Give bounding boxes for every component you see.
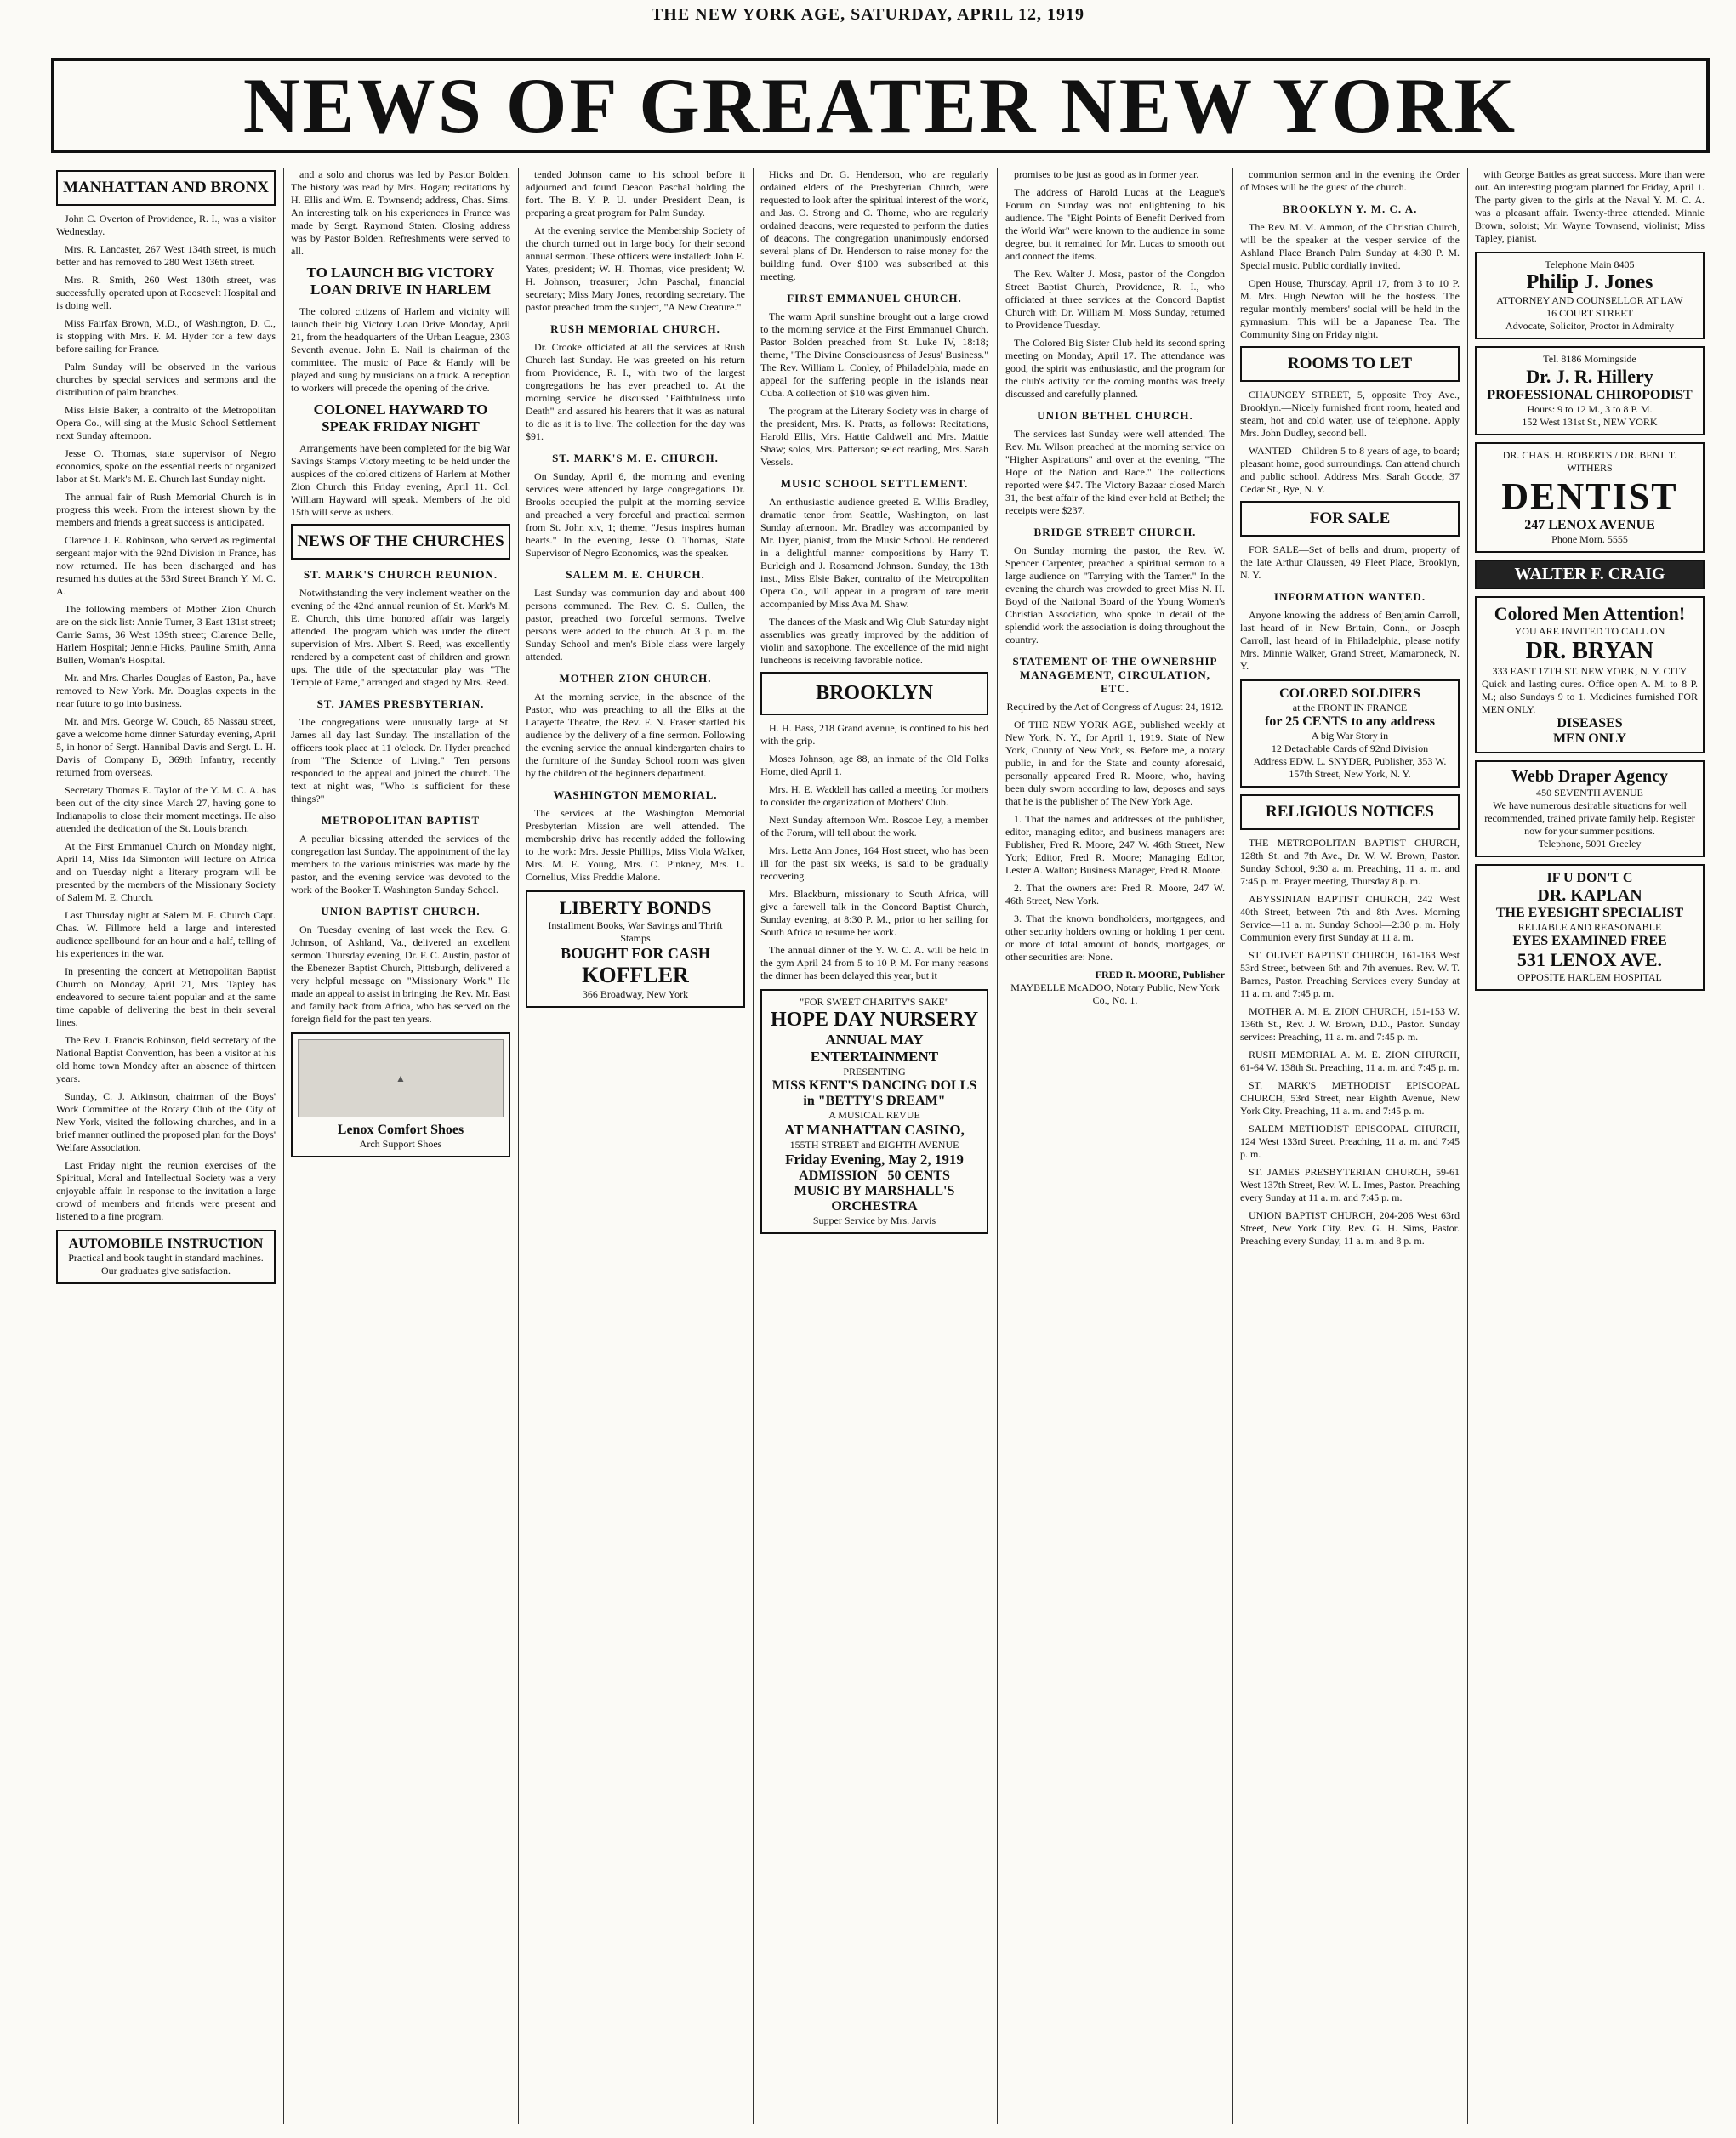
bryan-diseases: DISEASES <box>1557 716 1623 731</box>
bryan-men: MEN ONLY <box>1552 731 1627 746</box>
column-rule <box>518 168 519 2124</box>
webb-ad <box>1475 760 1705 857</box>
soldiers-title: COLORED SOLDIERS <box>1279 686 1420 701</box>
paragraph: The Rev. J. Francis Robinson, field secretary of the National Baptist Convention, has been a visitor at his old home town Monday after an absence of thirteen years. <box>56 1034 276 1084</box>
shoes-ad-title: Lenox Comfort Shoes <box>337 1123 464 1137</box>
paragraph: The services at the Washington Memorial Presbyterian Mission are well attended. The membership drive has recently added the following to the work: Mrs. Jessie Phillips, Miss Viola Walker, Mrs. M. E. Young, Mrs. C. Pinkney, Mrs. L. Cornelius, Miss Freddie Malone. <box>526 807 745 883</box>
column-2 <box>286 168 515 2124</box>
hope-ad-revue: A MUSICAL REVUE <box>828 1109 920 1121</box>
paragraph: Sunday, C. J. Atkinson, chairman of the Boys' Work Committee of the Rotary Club of the City of New York, visited the following churches, and in a brief manner outlined the proposed plan for the Boys' Welfare Association. <box>56 1090 276 1153</box>
hillery-ad <box>1475 346 1705 435</box>
col2-top <box>291 168 510 258</box>
hillery-hours: Hours: 9 to 12 M., 3 to 8 P. M. <box>1527 403 1653 415</box>
shoes-ad-sub: Arch Support Shoes <box>359 1138 442 1150</box>
hope-ad-street: 155TH STREET and EIGHTH AVENUE <box>789 1139 959 1151</box>
column-rule <box>1232 168 1233 2124</box>
kaplan-eyes: EYES EXAMINED FREE <box>1512 934 1667 948</box>
paragraph: H. H. Bass, 218 Grand avenue, is confined to his bed with the grip. <box>760 722 988 747</box>
col4-emmanuel <box>760 310 988 469</box>
automobile-ad <box>56 1230 276 1284</box>
kaplan-opp: OPPOSITE HARLEM HOSPITAL <box>1517 971 1662 983</box>
paragraph: The congregations were unusually large at St. James all day last Sunday. The installation of the officers took place at 11 o'clock. Dr. Hyder preached from "The Science of Living." Ten persons responded to the appeal and joined the church. The text at night was, "Who is sufficient for these things?" <box>291 716 510 805</box>
column-rule <box>283 168 284 2124</box>
bryan-invite: YOU ARE INVITED TO CALL ON <box>1514 625 1665 637</box>
paragraph: Mrs. Letta Ann Jones, 164 Host street, who has been ill for the past six weeks, is said to be gradually recovering. <box>760 844 988 882</box>
masthead <box>51 58 1710 153</box>
jones-sub: Advocate, Solicitor, Proctor in Admiralty <box>1505 320 1675 332</box>
webb-name: Webb Draper Agency <box>1511 767 1669 786</box>
shoes-ad <box>291 1032 510 1157</box>
hope-ad-title2: ANNUAL MAY ENTERTAINMENT <box>810 1032 939 1065</box>
dentist-phone: Phone Morn. 5555 <box>1551 533 1628 545</box>
col3-top <box>526 168 745 314</box>
headline-salem: SALEM M. E. CHURCH. <box>566 568 705 581</box>
paragraph: Next Sunday afternoon Wm. Roscoe Ley, a member of the Forum, will tell about the work. <box>760 814 988 839</box>
webb-phone: Telephone, 5091 Greeley <box>1538 838 1642 850</box>
column-rule <box>1467 168 1468 2124</box>
col2-hayward <box>291 442 510 519</box>
paragraph: Anyone knowing the address of Benjamin Carroll, last heard of in New Britain, Conn., or Joseph Carroll, last heard of in Philadelphia, please notify Mrs. Minnie Walker, Grand Street, Mamaroneck, N. Y. <box>1240 609 1460 672</box>
hope-ad-presenting: PRESENTING <box>843 1066 906 1078</box>
col2-union <box>291 924 510 1026</box>
paragraph: Palm Sunday will be observed in the various churches by special services and sermons and the distribution of palm branches. <box>56 361 276 398</box>
col2-loan <box>291 305 510 395</box>
dentist-ad <box>1475 442 1705 553</box>
statement-sub: Required by the Act of Congress of August 24, 1912. <box>1006 701 1224 713</box>
section-rooms-to-let: ROOMS TO LET <box>1240 346 1460 382</box>
paragraph: Jesse O. Thomas, state supervisor of Negro economics, spoke on the essential needs of organized labor at St. Mark's M. E. Church last Sunday night. <box>56 447 276 485</box>
col5-bridge <box>1005 544 1225 646</box>
paragraph: communion sermon and in the evening the Order of Moses will be the guest of the church. <box>1240 168 1460 193</box>
headline-union-baptist: UNION BAPTIST CHURCH. <box>321 905 481 918</box>
paragraph: At the morning service, in the absence of the Pastor, who was preaching to all the Elks at the Lafayette Theatre, the Rev. F. N. Fraser startled his audience by the delivery of a fine sermon. Following the evening service the annual kindergarten chairs to the furniture of the Sunday School room was given by the children of the beginners department. <box>526 691 745 779</box>
bryan-name: DR. BRYAN <box>1525 638 1654 664</box>
masthead-title: NEWS OF GREATER NEW YORK <box>242 62 1518 149</box>
hope-ad-supper: Supper Service by Mrs. Jarvis <box>812 1214 936 1226</box>
liberty-bonds-addr: 366 Broadway, New York <box>582 988 689 1000</box>
bryan-addr: 333 EAST 17TH ST. NEW YORK, N. Y. CITY <box>1492 665 1688 677</box>
jones-ad <box>1475 252 1705 339</box>
headline-statement-ownership: STATEMENT OF THE OWNERSHIP MANAGEMENT, CIRCULATION, ETC. <box>1012 655 1218 695</box>
hillery-title: PROFESSIONAL CHIROPODIST <box>1487 388 1693 402</box>
soldiers-sub: at the FRONT IN FRANCE <box>1292 702 1408 714</box>
shoe-illustration: ▲ <box>298 1039 504 1117</box>
column-6 <box>1235 168 1465 2124</box>
paragraph: and a solo and chorus was led by Pastor Bolden. The history was read by Mrs. Hogan; recitations by H. Ellis and Wm. E. Townsend; address, Chas. Sims. An interesting talk on his experiences in France was made by Sergt. Raymond Staten. Closing address was by Pastor Bolden. Refreshments were served to all. <box>291 168 510 257</box>
headline-rush-memorial: RUSH MEMORIAL CHURCH. <box>550 322 720 335</box>
paragraph: promises to be just as good as in former year. <box>1014 168 1199 180</box>
headline-metropolitan: METROPOLITAN BAPTIST <box>321 814 481 827</box>
paragraph: The Rev. M. M. Ammon, of the Christian Church, will be the speaker at the vesper service of the Ashland Place Branch Palm Sunday at 4:30 P. M. Special music. Public cordially invited. <box>1240 221 1460 271</box>
paragraph: The colored citizens of Harlem and vicinity will launch their big Victory Loan Drive Monday, April 21, from the headquarters of the Urban League, 2303 Seventh avenue. John E. Nail is chairman of the committee. The music of Pace & Handy will be played and sung by musicians on a truck. A reception to workers will precede the opening of the drive. <box>291 305 510 394</box>
hillery-addr: 152 West 131st St., NEW YORK <box>1522 416 1658 428</box>
paragraph: The services last Sunday were well attended. The Rev. Mr. Wilson preached at the morning service on "Higher Aspirations" and over at the evening, "The Hope of the Nation and Race." The collections reported were $47. The Victory Bazaar closed March 31, the best affair of the kind ever held at Bethel; the receipts were $237. <box>1005 428 1225 516</box>
paragraph: In presenting the concert at Metropolitan Baptist Church on Monday, April 21, Mrs. Tapley has endeavored to secure talent popular and at the same time capable of delivering the best in their several lines. <box>56 965 276 1028</box>
headline-information-wanted: INFORMATION WANTED. <box>1273 590 1426 603</box>
paragraph: ABYSSINIAN BAPTIST CHURCH, 242 West 40th Street, between 7th and 8th Aves. Morning Service—11 a. m. Sunday School—2:30 p. m. Holy Communion every first Sunday at 11 a. m. <box>1240 893 1460 943</box>
paragraph: The annual dinner of the Y. W. C. A. will be held in the gym April 24 from 5 to 10 P. M. For many reasons the dinner has been delayed this year, but it <box>760 944 988 981</box>
col3-rush <box>526 341 745 443</box>
column-3 <box>521 168 750 2124</box>
headline-st-james: ST. JAMES PRESBYTERIAN. <box>316 697 485 710</box>
headline-first-emmanuel: FIRST EMMANUEL CHURCH. <box>787 292 962 304</box>
paragraph: Dr. Crooke officiated at all the services at Rush Church last Sunday. He was greeted on his return from Providence, R. I., with two of the largest congregations he has ever preached to. At the morning service he discussed "Faithfulness unto Death" and assured his hearers that it was as natural to die as it is to live. The collection for the day was $91. <box>526 341 745 442</box>
section-manhattan-bronx: MANHATTAN AND BRONX <box>56 170 276 206</box>
paragraph: The annual fair of Rush Memorial Church is in progress this week. From the interest shown by the members and friends a great success is anticipated. <box>56 491 276 528</box>
hope-ad-in: in "BETTY'S DREAM" <box>803 1094 946 1108</box>
paragraph: RUSH MEMORIAL A. M. E. ZION CHURCH, 61-64 W. 138th St. Preaching, 11 a. m. and 7:45 p. m. <box>1240 1049 1460 1073</box>
paragraph: SALEM METHODIST EPISCOPAL CHURCH, 124 West 133rd Street. Preaching, 11 a. m. and 7:45 p. m. <box>1240 1123 1460 1160</box>
headline-brooklyn-ymca: BROOKLYN Y. M. C. A. <box>1282 202 1418 215</box>
section-brooklyn: BROOKLYN <box>760 672 988 715</box>
paragraph: ST. JAMES PRESBYTERIAN CHURCH, 59-61 West 137th Street, Rev. W. L. Imes, Pastor. Preaching every Sunday at 11 a. m. and 7:45 p. m. <box>1240 1166 1460 1203</box>
paragraph: Mr. and Mrs. Charles Douglas of Easton, Pa., have removed to New York. Mr. Douglas expects in the near future to go into business. <box>56 672 276 709</box>
kaplan-addr: 531 LENOX AVE. <box>1517 949 1663 970</box>
hope-ad-admission <box>767 1169 982 1184</box>
col5-top <box>1005 168 1225 401</box>
craig-ad <box>1475 560 1705 589</box>
col4-music <box>760 496 988 667</box>
col6-sale <box>1240 543 1460 582</box>
hillery-name: Dr. J. R. Hillery <box>1526 366 1653 387</box>
hope-ad-act: MISS KENT'S DANCING DOLLS <box>771 1078 977 1093</box>
paragraph: 2. That the owners are: Fred R. Moore, 247 W. 46th Street, New York. <box>1005 882 1225 907</box>
section-news-of-churches: NEWS OF THE CHURCHES <box>291 524 510 560</box>
paragraph: The program at the Literary Society was in charge of the president, Mrs. K. Pratts, as follows: Recitations, Harold Ellis, Mrs. Hattie Caldwell and Mrs. Mattie Shaw; solos, Mrs. Patterson; select reading, Mrs. Sarah Vessels. <box>760 405 988 468</box>
paragraph: The Rev. Walter J. Moss, pastor of the Congdon Street Baptist Church, Providence, R. I., who officiated at three services at the Concord Baptist Church with Dr. William M. Moss Sunday, returned to Providence Tuesday. <box>1005 268 1225 331</box>
column-5 <box>1000 168 1230 2124</box>
paragraph: On Tuesday evening of last week the Rev. G. Johnson, of Ashland, Va., delivered an excellent sermon. Thursday evening, Dr. F. C. Austin, pastor of the Ebenezer Baptist Church, Pittsburgh, delivered a very helpful message on "Missionary Work." He made an appeal to assist in bringing the Rev. Mr. East and family back from Africa, who has served on the foreign field for the past ten years. <box>291 924 510 1025</box>
jones-addr: 16 COURT STREET <box>1546 307 1633 319</box>
paragraph: Secretary Thomas E. Taylor of the Y. M. C. A. has been out of the city since March 27, having gone to Indianapolis to close their moment meetings. He also attended the dedication of the St. Louis branch. <box>56 784 276 834</box>
soldiers-story: A big War Story in <box>1311 730 1389 742</box>
col3-zion <box>526 691 745 780</box>
paragraph: The Colored Big Sister Club held its second spring meeting on Monday, April 17. The attendance was good, the spirit was enthusiastic, and the program for the club's activity for the coming months was freely discussed and carefully planned. <box>1005 337 1225 400</box>
kaplan-kicker: IF U DON'T C <box>1546 871 1633 885</box>
hope-ad-kicker: "FOR SWEET CHARITY'S SAKE" <box>800 996 949 1008</box>
paragraph: Moses Johnson, age 88, an inmate of the Old Folks Home, died April 1. <box>760 753 988 777</box>
col4-top <box>760 168 988 283</box>
paragraph: Clarence J. E. Robinson, who served as regimental sergeant major with the 92nd Division in France, has now returned. He has been discharged and has resumed his duties at the 53rd Street Branch Y. M. C. A. <box>56 534 276 597</box>
paragraph: Open House, Thursday, April 17, from 3 to 10 P. M. Mrs. Hugh Newton will be the hostess. The regular monthly members' social will be held in the gymnasium. This will be a Japanese Tea. The Community Sing on Friday night. <box>1240 277 1460 340</box>
kaplan-name: DR. KAPLAN <box>1537 886 1642 905</box>
column-rule <box>997 168 998 2124</box>
bryan-head: Colored Men Attention! <box>1494 603 1686 624</box>
paragraph: The dances of the Mask and Wig Club Saturday night assemblies was greatly improved by the addition of violin and saxophone. The excellence of the mid night luncheons is receiving favorable notice. <box>760 616 988 666</box>
dentist-addr: 247 LENOX AVENUE <box>1524 518 1655 532</box>
paragraph: The address of Harold Lucas at the League's Forum on Sunday was not enlightening to his audience. The "Eight Points of Benefit Derived from the World War" were known to the audience in some degree, but it remained for Mr. Lucas to smooth out and connect the items. <box>1005 186 1225 262</box>
jones-name: Philip J. Jones <box>1526 271 1653 293</box>
paragraph: Of THE NEW YORK AGE, published weekly at New York, N. Y., for April 1, 1919. State of New York, County of New York, ss. Before me, a notary public, in and for the State and county aforesaid, personally appeared Fred R. Moore, who, having been duly sworn according to law, deposes and says that he is the publisher of The New York Age. <box>1005 719 1225 807</box>
paragraph: A peculiar blessing attended the services of the congregation last Sunday. The appointment of the lay members to the various ministries was made by the pastor, and the evening service was devoted to the work of the Booker T. Washington Sunday School. <box>291 833 510 896</box>
paragraph: On Sunday morning the pastor, the Rev. W. Spencer Carpenter, preached a spiritual sermon to a large audience on "Tarrying with the Tamer." In the evening the church was crowded to greet Miss N. H. Boyd of the National Board of the Young Women's Christian Association, who spoke in detail of the splendid work the association is doing throughout the country. <box>1005 544 1225 645</box>
paragraph: Last Thursday night at Salem M. E. Church Capt. Chas. W. Fillmore held a large and interested audience spellbound for an hour and a half, telling of his experiences in the war. <box>56 909 276 959</box>
paragraph: At the evening service the Membership Society of the church turned out in large body for their second annual sermon. These officers were installed: John E. Yates, president; W. H. Thomas, vice president; W. H. Johnson, treasurer; John Paschal, financial secretary; Miss Mary Jones, recording secretary. The pastor preached from the subject, "A New Creature." <box>526 225 745 313</box>
statement-notary: MAYBELLE McADOO, Notary Public, New York Co., No. 1. <box>1010 981 1220 1006</box>
bryan-text: Quick and lasting cures. Office open A. M. to 8 P. M.; also Sundays 9 to 1. Medicines furnished FOR MEN ONLY. <box>1482 678 1698 715</box>
col4-brooklyn <box>760 722 988 982</box>
hope-ad-price: 50 CENTS <box>887 1169 950 1183</box>
paragraph: with George Battles as great success. More than were out. An interesting program planned for Friday, April 1. The party given to the girls at the Naval Y. M. C. A. was a pleasant affair. Twenty-three attended. Minnie Brown, soloist; Mr. Wayne Townsend, violinist; Miss Tapley, pianist. <box>1475 168 1705 244</box>
bryan-ad <box>1475 596 1705 753</box>
paragraph: Miss Elsie Baker, a contralto of the Metropolitan Opera Co., will sing at the Music School Settlement next Sunday afternoon. <box>56 404 276 441</box>
col6-notices <box>1240 837 1460 1248</box>
automobile-ad-title: AUTOMOBILE INSTRUCTION <box>68 1237 264 1251</box>
kaplan-title: THE EYESIGHT SPECIALIST <box>1495 906 1684 920</box>
headline-union-bethel: UNION BETHEL CHURCH. <box>1037 409 1193 422</box>
col6-ymca <box>1240 221 1460 341</box>
paragraph: 1. That the names and addresses of the publisher, editor, managing editor, and business managers are: Publisher, Fred R. Moore, 247 W. 46th Street, New York; Editor, Fred R. Moore; Managing Editor, Lester A. Walton; Business Manager, Fred R. Moore. <box>1005 813 1225 876</box>
running-head: THE NEW YORK AGE, SATURDAY, APRIL 12, 1919 <box>651 5 1085 24</box>
paragraph: Last Friday night the reunion exercises of the Spiritual, Moral and Intellectual Society was a very enjoyable affair. In response to the invitation a large crowd of members and friends were present and listened to a fine program. <box>56 1159 276 1222</box>
paragraph: Mrs. Blackburn, missionary to South Africa, will give a farewell talk in the Concord Baptist Church, Sunday evening, at 8:30 P. M., prior to her sailing for South Africa to resume her work. <box>760 888 988 938</box>
paragraph: Notwithstanding the very inclement weather on the evening of the 42nd annual reunion of St. Mark's M. E. Church, this time honored affair was largely attended. The program which was under the direct supervision of Mrs. Albert S. Reed, was excellently rendered by a competent cast of children and grown ups. The title of the spectacular play was "The Temple of Fame," arranged and staged by Mrs. Reed. <box>291 587 510 688</box>
col2-stmark <box>291 587 510 689</box>
paragraph: An enthusiastic audience greeted E. Willis Bradley, dramatic tenor from Seattle, Washington, on last Sunday afternoon. Mr. Bradley was accompanied by Mr. Dyer, pianist, from the Music School. He rendered in a delightful manner compositions by Harry T. Burleigh and J. Rosamond Johnson. Sunday, the 13th inst., Miss Elsie Baker, contralto of the Metropolitan Opera Co., will appear in a program of rare merit accompanied by Miss Ava M. Shaw. <box>760 496 988 610</box>
paragraph: On Sunday, April 6, the morning and evening services were attended by large congregations. Dr. Brooks occupied the pulpit at the morning service and preached a very forceful and practical sermon from St. John xiv, 1; theme, "Jesus inspires human hearts." In the evening, Jesse O. Thomas, State Supervisor of Negro Economics, was the speaker. <box>526 470 745 559</box>
col3-salem <box>526 587 745 663</box>
hope-ad-title: HOPE DAY NURSERY <box>770 1009 979 1031</box>
webb-text: We have numerous desirable situations for well recommended, trained private family help. Register now for your summer positions. <box>1484 799 1695 837</box>
headline-mother-zion: MOTHER ZION CHURCH. <box>559 672 712 685</box>
colored-soldiers-ad <box>1240 679 1460 788</box>
paragraph: The warm April sunshine brought out a large crowd to the morning service at the First Emmanuel Church. Pastor Bolden preached from St. Luke IV, 18:18; theme, "The Divine Consciousness of Jesus' Business." The Rev. William L. Conley, of Philadelphia, made an appeal for the suffering people in the islands near Cuba. A collection of $10 was given him. <box>760 310 988 399</box>
section-religious-notices: RELIGIOUS NOTICES <box>1240 794 1460 830</box>
paragraph: MOTHER A. M. E. ZION CHURCH, 151-153 W. 136th St., Rev. J. W. Brown, D.D., Pastor. Sunday services: Preaching, 11 a. m. and 7:45 p. m. <box>1240 1005 1460 1043</box>
column-7 <box>1470 168 1710 2124</box>
kaplan-sub: RELIABLE AND REASONABLE <box>1517 921 1662 933</box>
column-4 <box>755 168 993 2124</box>
jones-title: ATTORNEY AND COUNSELLOR AT LAW <box>1496 294 1683 306</box>
paragraph: Mr. and Mrs. George W. Couch, 85 Nassau street, gave a welcome home dinner Saturday evening, April 5, in honor of Sergt. Hannibal Davis and Sergt. L. H. Davis of Company B, 369th Infantry, recently returned from overseas. <box>56 715 276 778</box>
paragraph: Mrs. H. E. Waddell has called a meeting for mothers to consider the organization of Mothers' Club. <box>760 783 988 808</box>
liberty-bonds-line1: Installment Books, War Savings and Thrift Stamps <box>548 919 723 944</box>
headline-victory-loan: TO LAUNCH BIG VICTORY LOAN DRIVE IN HARLEM <box>306 264 495 298</box>
paragraph: UNION BAPTIST CHURCH, 204-206 West 63rd Street, New York City. Rev. G. H. Sims, Pastor. Preaching every Sunday, 11 a. m. and 8 p. m. <box>1240 1209 1460 1247</box>
hope-day-nursery-ad <box>760 989 988 1234</box>
headline-st-marks-reunion: ST. MARK'S CHURCH REUNION. <box>303 568 498 581</box>
headline-st-marks-me: ST. MARK'S M. E. CHURCH. <box>552 452 719 464</box>
col5-statement <box>1005 719 1225 964</box>
dentist-word: DENTIST <box>1501 475 1678 517</box>
section-for-sale: FOR SALE <box>1240 501 1460 537</box>
liberty-bonds-name: KOFFLER <box>582 963 689 987</box>
hope-ad-date: Friday Evening, May 2, 1919 <box>785 1151 964 1168</box>
jones-phone: Telephone Main 8405 <box>1545 259 1635 270</box>
headline-hayward: COLONEL HAYWARD TO SPEAK FRIDAY NIGHT <box>313 401 488 435</box>
soldiers-cards: 12 Detachable Cards of 92nd Division <box>1271 742 1429 754</box>
paragraph: Last Sunday was communion day and about 400 persons communed. The Rev. C. S. Cullen, the pastor, preached two forceful sermons. Twelve persons were added to the church. At 3 p. m. the Sunday School and men's Bible class were largely attended. <box>526 587 745 662</box>
paragraph: 3. That the known bondholders, mortgagees, and other security holders owning or holding 1 per cent. or more of total amount of bonds, mortgages, or other securities are: None. <box>1005 913 1225 963</box>
col3-stmark-me <box>526 470 745 560</box>
hope-ad-admission-label: ADMISSION <box>799 1169 878 1183</box>
hope-ad-music: MUSIC BY MARSHALL'S ORCHESTRA <box>794 1184 955 1214</box>
col1-paras <box>56 213 276 1223</box>
headline-music-school: MUSIC SCHOOL SETTLEMENT. <box>780 477 969 490</box>
liberty-bonds-title: LIBERTY BONDS <box>559 897 712 918</box>
webb-addr: 450 SEVENTH AVENUE <box>1536 787 1643 799</box>
hillery-phone: Tel. 8186 Morningside <box>1543 353 1636 365</box>
col5-bethel <box>1005 428 1225 517</box>
paragraph: Miss Fairfax Brown, M.D., of Washington, D. C., is stopping with Mrs. F. M. Hyder for a few days before sailing for France. <box>56 317 276 355</box>
headline-washington: WASHINGTON MEMORIAL. <box>553 788 718 801</box>
paragraph: THE METROPOLITAN BAPTIST CHURCH, 128th St. and 7th Ave., Dr. W. W. Brown, Pastor. Sunday School, 9:30 a. m. Preaching, 11 a. m. and 7:45 p. m. Prayer meeting, Thursday 8 p. m. <box>1240 837 1460 887</box>
col6-rooms <box>1240 389 1460 496</box>
soldiers-price: for 25 CENTS to any address <box>1265 714 1435 729</box>
column-1 <box>51 168 281 2124</box>
paragraph: CHAUNCEY STREET, 5, opposite Troy Ave., Brooklyn.—Nicely furnished front room, heated and steam, hot and cold water, use of telephone. Apply Mrs. John Dudley, second bell. <box>1240 389 1460 439</box>
paragraph: Mrs. R. Lancaster, 267 West 134th street, is much better and has removed to 280 West 136th street. <box>56 243 276 268</box>
col7-top <box>1475 168 1705 245</box>
automobile-ad-text: Practical and book taught in standard machines. Our graduates give satisfaction. <box>68 1252 264 1277</box>
column-rule <box>753 168 754 2124</box>
paragraph: FOR SALE—Set of bells and drum, property of the late Arthur Claussen, 49 Fleet Place, Brooklyn, N. Y. <box>1240 543 1460 581</box>
kaplan-ad <box>1475 864 1705 991</box>
paragraph: The following members of Mother Zion Church are on the sick list: Annie Turner, 3 East 131st street; Carrie Sams, 36 West 139th street; Clarence Belle, Harlem Hospital; Jennie Hicks, Pauline Smith, Anna Bullen, Woman's Hospital. <box>56 603 276 666</box>
paragraph: Arrangements have been completed for the big War Savings Stamps Victory meeting to be held under the auspices of the colored citizens of Harlem at Mother Zion Church this Friday evening, April 11. Col. William Hayward will speak. Members of the old 15th will serve as ushers. <box>291 442 510 518</box>
paragraph: tended Johnson came to his school before it adjourned and found Deacon Paschal holding the fort. The B. Y. P. U. under President Dean, is preparing a great program for Palm Sunday. <box>526 168 745 219</box>
col2-metro <box>291 833 510 896</box>
soldiers-addr: Address EDW. L. SNYDER, Publisher, 353 W. 157th Street, New York, N. Y. <box>1253 755 1447 780</box>
statement-sign: FRED R. MOORE, Publisher <box>1095 969 1225 981</box>
paragraph: ST. OLIVET BAPTIST CHURCH, 161-163 West 53rd Street, between 6th and 7th avenues. Rev. W. T. Barnes, Pastor. Preaching Services every Sunday at 11 a. m. and 7:45 p. m. <box>1240 949 1460 999</box>
dentist-docs: DR. CHAS. H. ROBERTS / DR. BENJ. T. WITHERS <box>1502 449 1677 474</box>
craig-name: WALTER F. CRAIG <box>1477 561 1703 588</box>
paragraph: Hicks and Dr. G. Henderson, who are regularly ordained elders of the Presbyterian Church, were requested to look after the spiritual interest of the work, and Jas. O. Strong and C. Thorne, who are regularly ordained deacons, were requested to perform the duties of deacons. The congregation unanimously endorsed several plans of Dr. Henderson to raise money for the building fund. Over $100 was subscribed at this meeting. <box>760 168 988 282</box>
col6-top <box>1240 168 1460 194</box>
paragraph: At the First Emmanuel Church on Monday night, April 14, Miss Ida Simonton will lecture on Africa and on Tuesday night a literary program will be presented by the members of the Missionary Society of Salem M. E. Church. <box>56 840 276 903</box>
paragraph: ST. MARK'S METHODIST EPISCOPAL CHURCH, 53rd Street, near Eighth Avenue, New York City. Preaching, 11 a. m. and 7:45 p. m. <box>1240 1079 1460 1117</box>
hope-ad-at: AT MANHATTAN CASINO, <box>784 1122 965 1138</box>
headline-bridge-street: BRIDGE STREET CHURCH. <box>1033 526 1197 538</box>
liberty-bonds-ad <box>526 890 745 1008</box>
col2-james <box>291 716 510 805</box>
paragraph: Mrs. R. Smith, 260 West 130th street, was successfully operated upon at Roosevelt Hospital and is doing well. <box>56 274 276 311</box>
col6-info <box>1240 609 1460 673</box>
col3-wash <box>526 807 745 884</box>
paragraph: WANTED—Children 5 to 8 years of age, to board; pleasant home, good surroundings. Can attend church and public school. Address Mrs. Sarah Goode, 37 Cedar St., Rye, N. Y. <box>1240 445 1460 495</box>
paragraph: John C. Overton of Providence, R. I., was a visitor Wednesday. <box>56 213 276 237</box>
liberty-bonds-line2: BOUGHT FOR CASH <box>561 945 710 962</box>
